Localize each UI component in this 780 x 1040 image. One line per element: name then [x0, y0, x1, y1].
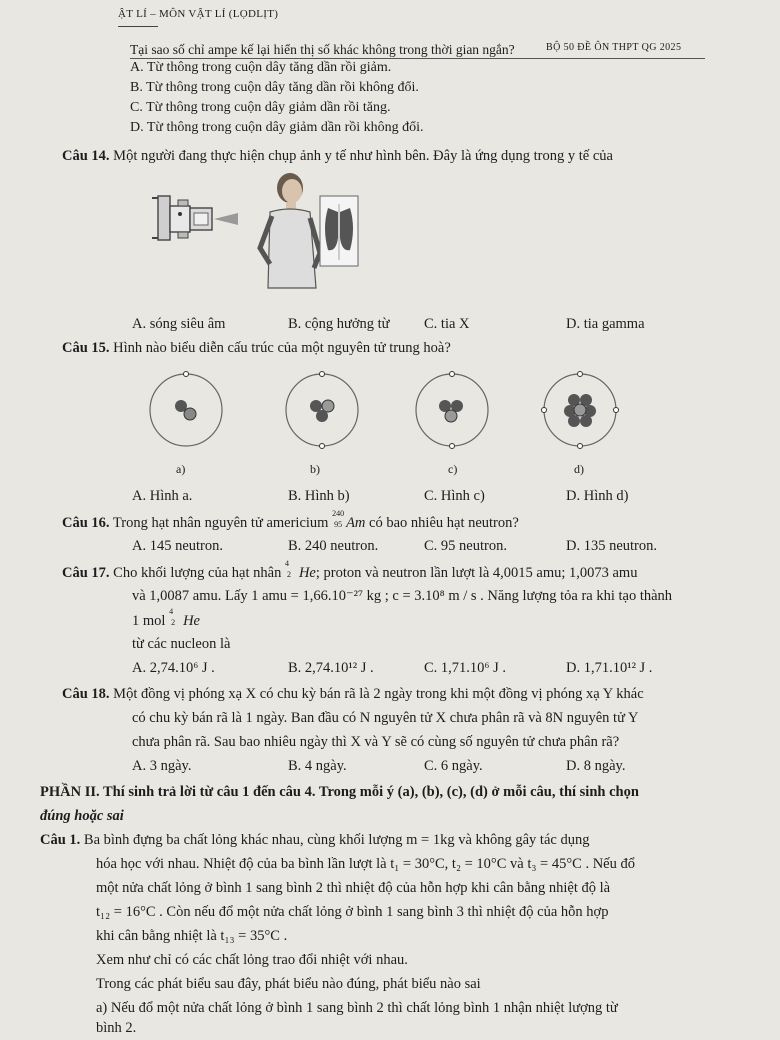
q17-line2: và 1,0087 amu. Lấy 1 amu = 1,66.10⁻²⁷ kg ; c = 3.10⁸ m / s . Năng lượng tỏa ra khi tạo thành: [132, 588, 673, 604]
q14-label: Câu 14.: [62, 148, 110, 164]
helium-symbol: He: [298, 565, 316, 581]
q16-label: Câu 16.: [62, 515, 110, 531]
header-underline: [118, 26, 158, 27]
q17-line1-a: Cho khối lượng của hạt nhân: [113, 565, 282, 581]
patient-figure: [260, 173, 320, 288]
q15-option-d: D. Hình d): [566, 488, 629, 504]
q13-option-c: C. Từ thông trong cuộn dây giảm dần rồi tăng.: [130, 100, 391, 115]
part2-heading-line1: PHẦN II. Thí sinh trả lời từ câu 1 đến câu 4. Trong mỗi ý (a), (b), (c), (d) ở mỗi câu, thí sinh chọn: [40, 784, 639, 800]
q18-line3: chưa phân rã. Sau bao nhiêu ngày thì X và Y sẽ có cùng số nguyên tử chưa phân rã?: [132, 734, 620, 750]
q17-line1-b: ; proton và neutron lần lượt là 4,0015 amu; 1,0073 amu: [315, 565, 638, 581]
atom-c-diagram: [410, 368, 494, 452]
q18-label: Câu 18.: [62, 686, 110, 702]
c1-line6: Xem như chỉ có các chất lỏng trao đổi nhiệt với nhau.: [96, 952, 408, 968]
q18-option-d: D. 8 ngày.: [566, 758, 626, 774]
q16-line: [62, 509, 519, 532]
q15-option-a: A. Hình a.: [132, 488, 193, 504]
q17-option-a: A. 2,74.10⁶ J .: [132, 660, 215, 676]
helium-isotope: 4 2: [284, 559, 291, 579]
q16-stem-a: Trong hạt nhân nguyên tử americium: [112, 515, 329, 531]
q13-option-a: A. Từ thông trong cuộn dây tăng dần rồi giảm.: [130, 60, 392, 75]
q17-line4: từ các nucleon là: [132, 636, 231, 652]
q14-line: [62, 148, 613, 165]
xray-illustration: [150, 168, 360, 308]
q17-option-c: C. 1,71.10⁶ J .: [424, 660, 506, 676]
q13-option-d: D. Từ thông trong cuộn dây giảm dần rồi không đổi.: [130, 120, 424, 135]
header-rule: [130, 58, 705, 59]
q17-label: Câu 17.: [62, 565, 110, 581]
atom-b-caption: b): [310, 462, 320, 476]
atom-a-diagram: [144, 368, 228, 452]
c1-line3: một nửa chất lỏng ở bình 1 sang bình 2 thì nhiệt độ của hỗn hợp khi cân bằng nhiệt độ là: [96, 880, 611, 896]
q18-option-b: B. 4 ngày.: [288, 758, 347, 774]
q15-label: Câu 15.: [62, 340, 110, 356]
q14-stem: Một người đang thực hiện chụp ảnh y tế như hình bên. Đây là ứng dụng trong y tế của: [113, 148, 613, 164]
q15-line: [62, 340, 451, 357]
part2-heading-line2: đúng hoặc sai: [40, 808, 124, 824]
q13-option-b: B. Từ thông trong cuộn dây tăng dần rồi không đổi.: [130, 80, 419, 95]
q15-stem: Hình nào biểu diễn cấu trúc của một nguyên tử trung hoà?: [113, 340, 451, 356]
q16-option-a: A. 145 neutron.: [132, 538, 224, 554]
q17-line1: [62, 559, 638, 582]
c1-line5: khi cân bằng nhiệt là t₁₃ = 35°C .: [96, 928, 288, 944]
xray-tube-icon: [152, 196, 238, 240]
q15-option-c: C. Hình c): [424, 488, 485, 504]
header-right: BỘ 50 ĐỀ ÔN THPT QG 2025: [546, 42, 682, 53]
q18-line2: có chu kỳ bán rã là 1 ngày. Ban đầu có N nguyên tử X chưa phân rã và 8N nguyên tử Y: [132, 710, 639, 726]
americium-symbol: Am: [346, 515, 366, 531]
q16-option-b: B. 240 neutron.: [288, 538, 379, 554]
c1-line1: Câu 1. Ba bình đựng ba chất lỏng khác nhau, cùng khối lượng m = 1kg và không gây tác dụng: [40, 832, 590, 848]
q14-option-d: D. tia gamma: [566, 316, 645, 332]
helium-isotope-2: 4 2: [169, 607, 176, 627]
q16-option-d: D. 135 neutron.: [566, 538, 658, 554]
c1-line2: hóa học với nhau. Nhiệt độ của ba bình lần lượt là t₁ = 30°C, t₂ = 10°C và t₃ = 45°C . Nếu đổ: [96, 856, 635, 872]
c1-line7: Trong các phát biểu sau đây, phát biểu nào đúng, phát biểu nào sai: [96, 976, 481, 992]
q14-option-a: A. sóng siêu âm: [132, 316, 226, 332]
q15-option-b: B. Hình b): [288, 488, 350, 504]
c1-label: Câu 1.: [40, 832, 81, 848]
q17-line3: 1 mol 4 2 He: [132, 607, 200, 629]
atom-d-caption: d): [574, 462, 584, 476]
q18-line1: Câu 18. Một đồng vị phóng xạ X có chu kỳ bán rã là 2 ngày trong khi một đồng vị phóng xạ Y khác: [62, 686, 644, 702]
americium-isotope: 240 95: [332, 509, 345, 529]
c1-line9: bình 2.: [96, 1020, 137, 1036]
xray-film-icon: [320, 196, 358, 266]
q18-option-c: C. 6 ngày.: [424, 758, 483, 774]
atom-d-diagram: [538, 368, 622, 452]
atom-c-caption: c): [448, 462, 458, 476]
c1-line8: a) Nếu đổ một nửa chất lỏng ở bình 1 sang bình 2 thì chất lỏng bình 1 nhận nhiệt lượng từ: [96, 1000, 618, 1016]
q18-option-a: A. 3 ngày.: [132, 758, 192, 774]
q16-stem-b: có bao nhiêu hạt neutron?: [369, 515, 519, 531]
atom-a-caption: a): [176, 462, 186, 476]
q17-option-b: B. 2,74.10¹² J .: [288, 660, 374, 676]
q14-option-b: B. cộng hưởng từ: [288, 316, 390, 332]
q16-option-c: C. 95 neutron.: [424, 538, 507, 554]
q17-option-d: D. 1,71.10¹² J .: [566, 660, 653, 676]
c1-line4: t₁₂ = 16°C . Còn nếu đổ một nửa chất lỏng ở bình 1 sang bình 3 thì nhiệt độ của hỗn hợp: [96, 904, 609, 920]
header-left: ẬT LÍ – MÔN VẬT LÍ (LỌDLỊT): [118, 8, 279, 20]
atom-b-diagram: [280, 368, 364, 452]
q14-option-c: C. tia X: [424, 316, 470, 332]
q13-stem: Tại sao số chỉ ampe kế lại hiển thị số khác không trong thời gian ngắn?: [130, 42, 515, 57]
